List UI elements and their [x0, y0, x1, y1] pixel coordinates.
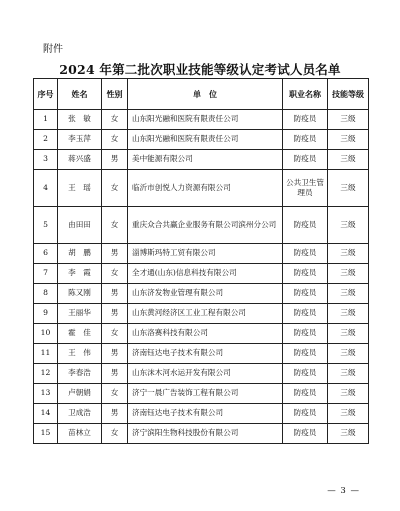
row-company: 美中能源有限公司	[128, 150, 283, 170]
row-company: 济宁一晨广告装饰工程有限公司	[128, 384, 283, 404]
page-number: — 3 —	[327, 486, 360, 496]
row-name: 蒋兴盛	[58, 150, 102, 170]
row-company: 全才通(山东)信息科技有限公司	[128, 264, 283, 284]
row-level: 三级	[328, 207, 369, 244]
row-name: 胡 鹏	[58, 244, 102, 264]
row-name: 张 敏	[58, 110, 102, 130]
table-header-row	[34, 79, 369, 110]
table-row	[34, 424, 369, 444]
row-level: 三级	[328, 304, 369, 324]
row-no: 9	[34, 304, 58, 324]
row-no: 6	[34, 244, 58, 264]
row-no: 14	[34, 404, 58, 424]
table-row	[34, 170, 369, 207]
row-company: 山东沫木河水运开发有限公司	[128, 364, 283, 384]
row-occupation: 防疫员	[283, 404, 328, 424]
row-level: 三级	[328, 244, 369, 264]
table-row	[34, 364, 369, 384]
row-company: 淄博斯玛特工贸有限公司	[128, 244, 283, 264]
row-name: 卫成浩	[58, 404, 102, 424]
table-row	[34, 207, 369, 244]
col-header-company: 单 位	[128, 79, 283, 110]
col-header-gender: 性别	[102, 79, 128, 110]
document-title: 2024 年第二批次职业技能等级认定考试人员名单	[59, 62, 341, 77]
row-name: 王丽华	[58, 304, 102, 324]
row-company: 山东洛赛科技有限公司	[128, 324, 283, 344]
table-row	[34, 110, 369, 130]
row-company: 山东黄河经济区工业工程有限公司	[128, 304, 283, 324]
row-level: 三级	[328, 424, 369, 444]
row-occupation: 防疫员	[283, 384, 328, 404]
row-company: 济宁滨阳生物科技股份有限公司	[128, 424, 283, 444]
row-gender: 女	[102, 424, 128, 444]
row-no: 10	[34, 324, 58, 344]
attachment-label: 附件	[43, 44, 63, 55]
row-level: 三级	[328, 130, 369, 150]
row-gender: 男	[102, 244, 128, 264]
row-level: 三级	[328, 110, 369, 130]
row-name: 由田田	[58, 207, 102, 244]
col-header-occupation: 职业名称	[283, 79, 328, 110]
row-level: 三级	[328, 364, 369, 384]
col-header-no: 序号	[34, 79, 58, 110]
row-name: 李玉萍	[58, 130, 102, 150]
row-company: 山东济发物业管理有限公司	[128, 284, 283, 304]
row-no: 4	[34, 170, 58, 207]
row-gender: 男	[102, 150, 128, 170]
table-row	[34, 150, 369, 170]
col-header-level: 技能等级	[328, 79, 369, 110]
row-occupation: 防疫员	[283, 364, 328, 384]
row-company: 重庆众合共赢企业服务有限公司滨州分公司	[128, 207, 283, 244]
table-body	[34, 110, 369, 444]
row-occupation: 防疫员	[283, 344, 328, 364]
row-company: 济南钰达电子技术有限公司	[128, 344, 283, 364]
row-no: 13	[34, 384, 58, 404]
row-gender: 男	[102, 344, 128, 364]
table-row	[34, 130, 369, 150]
row-level: 三级	[328, 150, 369, 170]
row-gender: 男	[102, 364, 128, 384]
row-name: 卢朝娟	[58, 384, 102, 404]
row-occupation: 防疫员	[283, 264, 328, 284]
row-no: 5	[34, 207, 58, 244]
row-no: 11	[34, 344, 58, 364]
row-name: 陈又刚	[58, 284, 102, 304]
row-level: 三级	[328, 284, 369, 304]
row-occupation: 防疫员	[283, 424, 328, 444]
row-level: 三级	[328, 344, 369, 364]
row-occupation: 防疫员	[283, 207, 328, 244]
row-occupation: 公共卫生管理员	[283, 170, 328, 207]
table-row	[34, 384, 369, 404]
row-company: 济南钰达电子技术有限公司	[128, 404, 283, 424]
row-occupation: 防疫员	[283, 284, 328, 304]
table-row	[34, 344, 369, 364]
row-occupation: 防疫员	[283, 110, 328, 130]
row-gender: 男	[102, 304, 128, 324]
row-no: 8	[34, 284, 58, 304]
row-no: 1	[34, 110, 58, 130]
row-name: 王 瑶	[58, 170, 102, 207]
row-no: 12	[34, 364, 58, 384]
personnel-table	[33, 78, 369, 444]
row-no: 15	[34, 424, 58, 444]
table-row	[34, 404, 369, 424]
row-level: 三级	[328, 404, 369, 424]
row-gender: 女	[102, 384, 128, 404]
row-company: 临沂市创悦人力资源有限公司	[128, 170, 283, 207]
row-no: 2	[34, 130, 58, 150]
row-occupation: 防疫员	[283, 130, 328, 150]
col-header-name: 姓名	[58, 79, 102, 110]
table-row	[34, 244, 369, 264]
row-gender: 男	[102, 284, 128, 304]
table-row	[34, 264, 369, 284]
row-name: 李 霞	[58, 264, 102, 284]
row-name: 李春浩	[58, 364, 102, 384]
row-level: 三级	[328, 324, 369, 344]
table-row	[34, 284, 369, 304]
row-company: 山东阳光融和医院有限责任公司	[128, 110, 283, 130]
table-row	[34, 304, 369, 324]
row-no: 7	[34, 264, 58, 284]
row-gender: 女	[102, 110, 128, 130]
row-occupation: 防疫员	[283, 324, 328, 344]
row-gender: 女	[102, 170, 128, 207]
table-row	[34, 324, 369, 344]
row-occupation: 防疫员	[283, 304, 328, 324]
row-occupation: 防疫员	[283, 150, 328, 170]
row-level: 三级	[328, 170, 369, 207]
row-name: 苗林立	[58, 424, 102, 444]
row-no: 3	[34, 150, 58, 170]
row-gender: 女	[102, 130, 128, 150]
row-name: 霍 佳	[58, 324, 102, 344]
row-company: 山东阳光融和医院有限责任公司	[128, 130, 283, 150]
row-gender: 女	[102, 207, 128, 244]
row-level: 三级	[328, 384, 369, 404]
row-occupation: 防疫员	[283, 244, 328, 264]
row-gender: 男	[102, 404, 128, 424]
row-gender: 女	[102, 264, 128, 284]
row-level: 三级	[328, 264, 369, 284]
row-gender: 女	[102, 324, 128, 344]
row-name: 王 伟	[58, 344, 102, 364]
